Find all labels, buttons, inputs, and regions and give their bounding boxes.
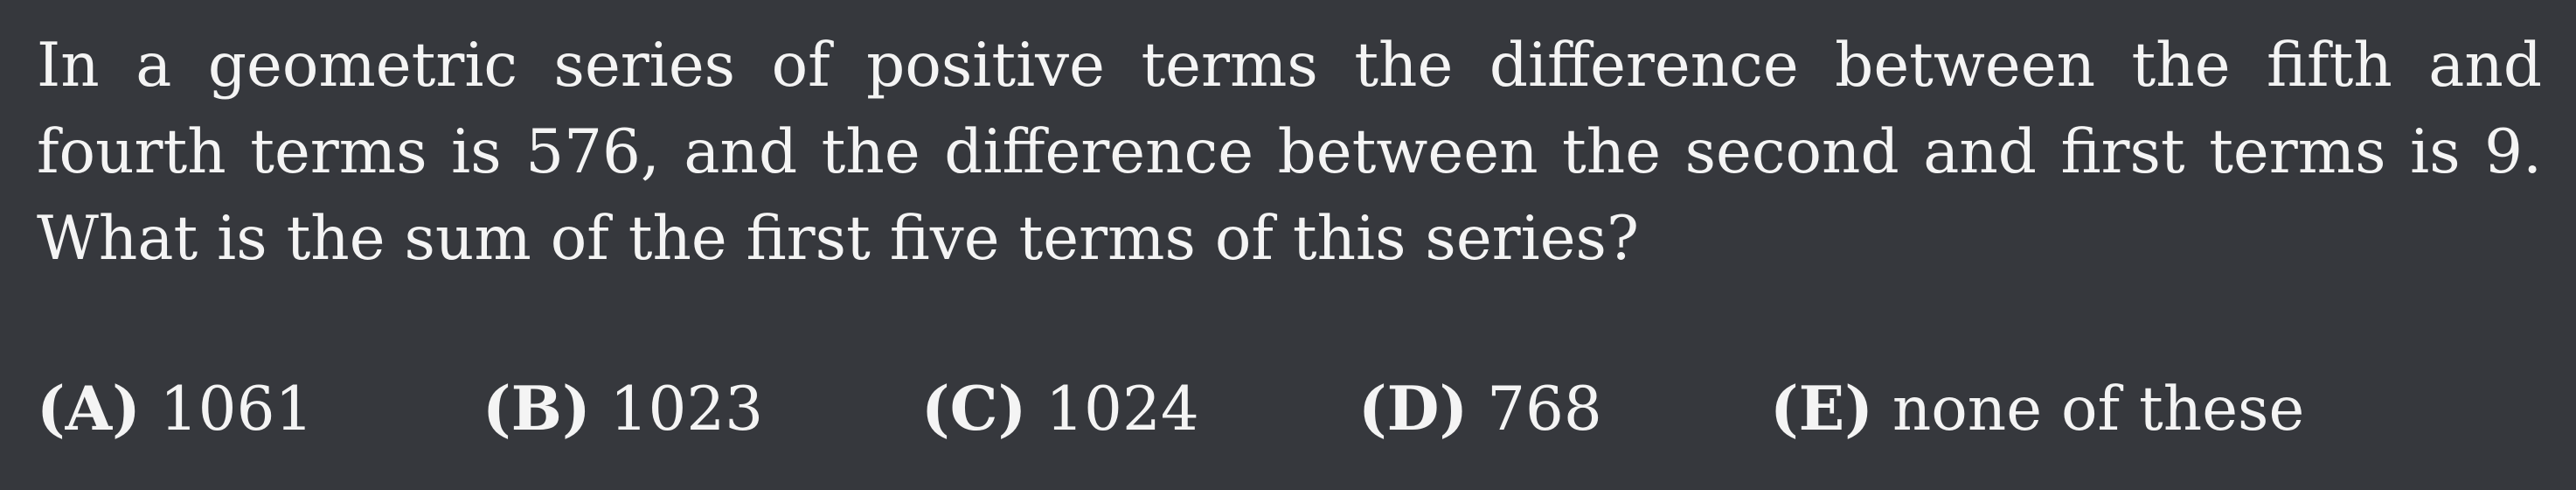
choice-c[interactable] xyxy=(921,366,1199,453)
choice-a-value: 1061 xyxy=(159,374,314,444)
choice-b-letter: (B) xyxy=(483,374,591,444)
problem-statement: In a geometric series of positive terms the difference between the fifth and fourth terms is 576, and the difference between the second and first terms is 9. What is the sum of the first five terms of this series? xyxy=(37,31,2542,274)
choice-a-letter: (A) xyxy=(37,374,141,444)
choice-b[interactable] xyxy=(483,366,763,453)
choice-a[interactable] xyxy=(37,366,313,453)
choice-e[interactable] xyxy=(1770,366,2304,453)
choice-e-letter: (E) xyxy=(1770,374,1873,444)
choice-d-letter: (D) xyxy=(1358,374,1469,444)
choice-b-value: 1023 xyxy=(609,374,764,444)
answer-choices xyxy=(37,366,2542,453)
choice-e-value: none of these xyxy=(1892,374,2305,444)
choice-d-value: 768 xyxy=(1487,374,1602,444)
choice-c-letter: (C) xyxy=(921,374,1027,444)
choice-d[interactable] xyxy=(1358,366,1602,453)
choice-c-value: 1024 xyxy=(1045,374,1199,444)
